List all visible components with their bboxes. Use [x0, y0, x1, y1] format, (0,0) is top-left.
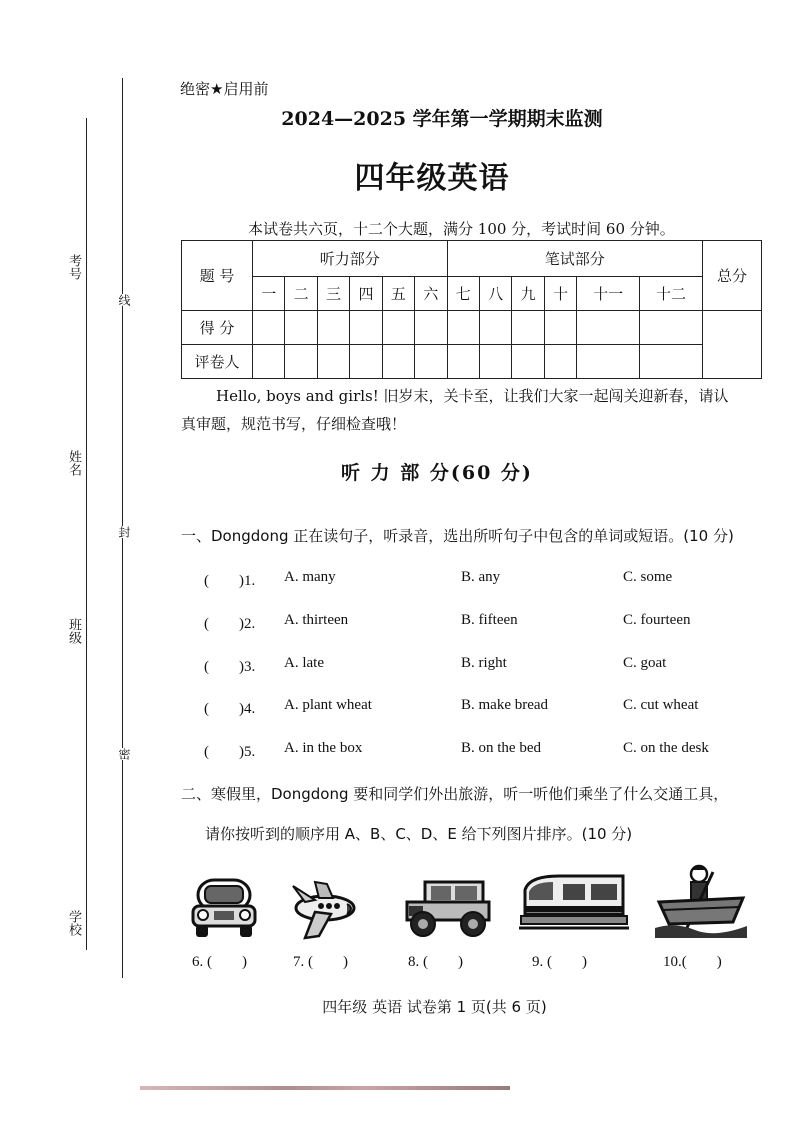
class-label: 班级 [66, 618, 81, 644]
option-c: C. on the desk [623, 740, 709, 756]
item-number[interactable]: ( )5. [204, 744, 256, 760]
grader-cell[interactable] [479, 345, 511, 379]
secret-label: 绝密★启用前 [180, 80, 269, 98]
question-number-cell: 一 [253, 277, 285, 311]
option-a: A. many [284, 569, 336, 585]
score-cell[interactable] [577, 311, 640, 345]
question-1-item [204, 655, 764, 677]
boat-icon [655, 862, 747, 938]
question-number-cell: 五 [382, 277, 414, 311]
score-cell[interactable] [640, 311, 703, 345]
total-header: 总分 [703, 241, 762, 311]
question-1-item [204, 740, 764, 762]
option-c: C. fourteen [623, 612, 691, 628]
question-number-cell: 六 [415, 277, 447, 311]
item-number[interactable]: ( )4. [204, 701, 256, 717]
writing-header: 笔试部分 [447, 241, 702, 277]
seal-mark-mi: 密 [117, 748, 131, 760]
grader-cell[interactable] [382, 345, 414, 379]
question-number-cell: 十 [544, 277, 576, 311]
score-cell[interactable] [479, 311, 511, 345]
score-cell[interactable] [544, 311, 576, 345]
subject-title: 四年级英语 [354, 161, 510, 196]
question-number-cell: 九 [512, 277, 544, 311]
grader-cell[interactable] [577, 345, 640, 379]
item-number[interactable]: ( )2. [204, 616, 256, 632]
car-icon [188, 872, 260, 940]
exam-number-label: 考号 [66, 254, 81, 280]
option-b: B. fifteen [461, 612, 518, 628]
page-footer: 四年级 英语 试卷第 1 页(共 6 页) [322, 998, 547, 1016]
grader-cell[interactable] [350, 345, 382, 379]
question-number-cell: 二 [285, 277, 317, 311]
score-cell[interactable] [285, 311, 317, 345]
option-b: B. make bread [461, 697, 549, 713]
option-c: C. goat [623, 655, 667, 671]
exam-intro: 本试卷共六页，十二个大题，满分 100 分，考试时间 60 分钟。 [248, 220, 675, 238]
picture-answer-blank[interactable]: 7. ( ) [293, 954, 348, 970]
total-score-cell[interactable] [703, 311, 762, 379]
question-number-cell: 八 [479, 277, 511, 311]
grader-cell[interactable] [285, 345, 317, 379]
score-cell[interactable] [350, 311, 382, 345]
greeting-line-1: Hello, boys and girls! 旧岁末，关卡至，让我们大家一起闯关迎新春，请认 [216, 387, 729, 405]
school-label: 学校 [66, 910, 81, 936]
question-number-cell: 十一 [577, 277, 640, 311]
option-b: B. right [461, 655, 507, 671]
option-a: A. in the box [284, 740, 363, 756]
listening-header: 听力部分 [253, 241, 448, 277]
question-2-heading: 二、寒假里，Dongdong 要和同学们外出旅游，听一听他们乘坐了什么交通工具， [181, 785, 729, 803]
option-a: A. thirteen [284, 612, 349, 628]
grader-row-label: 评卷人 [182, 345, 253, 379]
option-a: A. late [284, 655, 324, 671]
grader-cell[interactable] [253, 345, 285, 379]
jeep-icon [403, 878, 495, 940]
question-number-cell: 十二 [640, 277, 703, 311]
grader-cell[interactable] [317, 345, 349, 379]
question-number-cell: 三 [317, 277, 349, 311]
seal-mark-feng: 封 [117, 526, 131, 538]
grader-cell[interactable] [640, 345, 703, 379]
greeting-line-2: 真审题，规范书写，仔细检查哦！ [181, 415, 407, 433]
question-1-item [204, 697, 764, 719]
question-1-item [204, 569, 764, 591]
score-cell[interactable] [382, 311, 414, 345]
question-number-cell: 四 [350, 277, 382, 311]
score-cell[interactable] [253, 311, 285, 345]
picture-answer-blank[interactable]: 10.( ) [663, 954, 722, 970]
score-cell[interactable] [415, 311, 447, 345]
seal-mark-line: 线 [117, 294, 131, 306]
option-c: C. some [623, 569, 673, 585]
picture-answer-blank[interactable]: 6. ( ) [192, 954, 247, 970]
listening-section-title: 听 力 部 分(60 分) [341, 462, 533, 484]
score-table [181, 240, 762, 379]
option-c: C. cut wheat [623, 697, 699, 713]
plane-icon [285, 876, 357, 942]
grader-cell[interactable] [415, 345, 447, 379]
picture-answer-blank[interactable]: 8. ( ) [408, 954, 463, 970]
student-name-label: 姓名 [66, 450, 81, 476]
question-2-subheading: 请你按听到的顺序用 A、B、C、D、E 给下列图片排序。(10 分) [205, 825, 633, 843]
grader-cell[interactable] [544, 345, 576, 379]
grader-cell[interactable] [447, 345, 479, 379]
question-number-header: 题 号 [182, 241, 253, 311]
picture-answer-blank[interactable]: 9. ( ) [532, 954, 587, 970]
question-1-item [204, 612, 764, 634]
item-number[interactable]: ( )1. [204, 573, 256, 589]
option-a: A. plant wheat [284, 697, 372, 713]
score-row-label: 得 分 [182, 311, 253, 345]
exam-title: 2024—2025 学年第一学期期末监测 [281, 108, 603, 130]
binding-line-outer [86, 118, 87, 950]
question-1-heading: 一、Dongdong 正在读句子，听录音，选出所听句子中包含的单词或短语。(10 分) [181, 527, 734, 545]
question-number-cell: 七 [447, 277, 479, 311]
train-icon [519, 870, 629, 932]
option-b: B. on the bed [461, 740, 541, 756]
option-b: B. any [461, 569, 501, 585]
score-cell[interactable] [447, 311, 479, 345]
score-cell[interactable] [512, 311, 544, 345]
item-number[interactable]: ( )3. [204, 659, 256, 675]
scan-artifact [140, 1086, 510, 1090]
score-cell[interactable] [317, 311, 349, 345]
grader-cell[interactable] [512, 345, 544, 379]
